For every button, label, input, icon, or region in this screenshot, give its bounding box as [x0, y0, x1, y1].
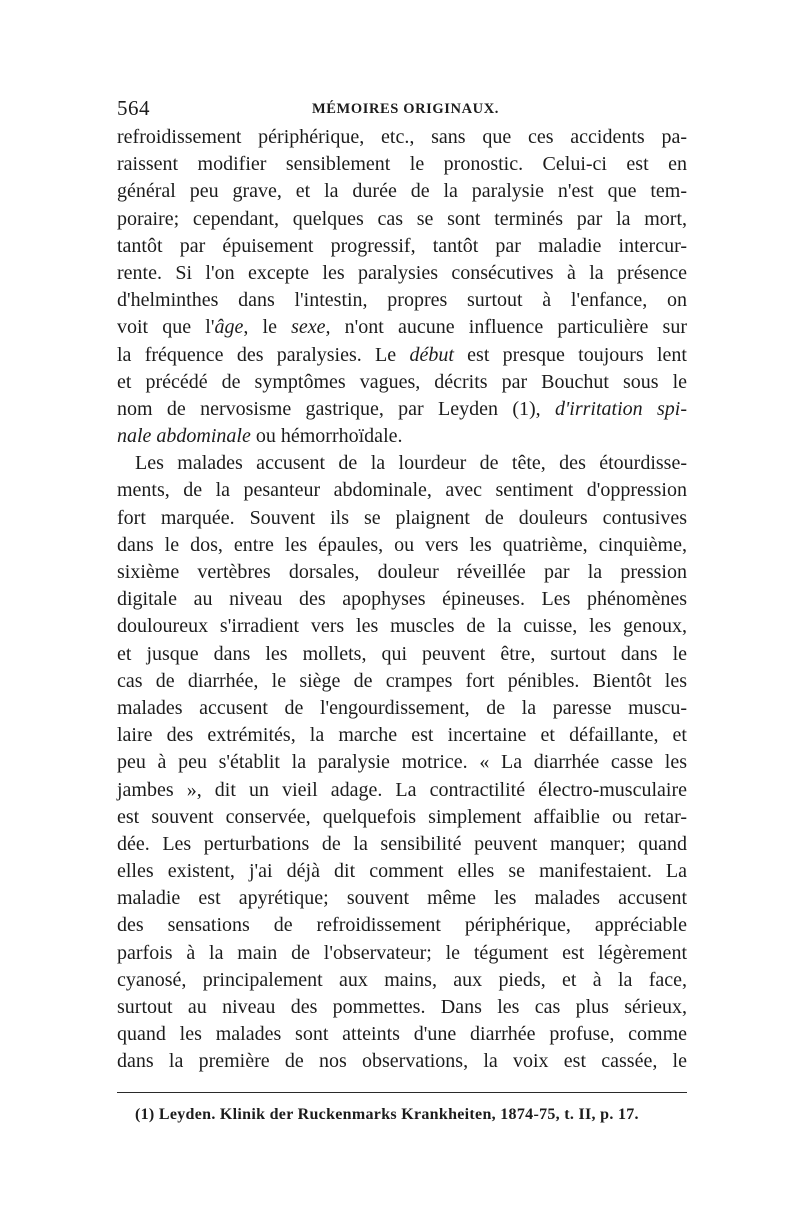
text-line: nale abdominale ou hémorrhoïdale.	[117, 425, 403, 448]
text-line: est souvent conservée, quelquefois simplement affaiblie ou retar-	[117, 805, 687, 828]
text-line: ments, de la pesanteur abdominale, avec sentiment d'oppression	[117, 479, 687, 502]
text-line: quand les malades sont atteints d'une diarrhée profuse, comme	[117, 1023, 687, 1046]
footnote-rule	[117, 1092, 687, 1093]
text-line: rente. Si l'on excepte les paralysies consécutives à la présence	[117, 261, 687, 284]
emphasis-debut: début	[409, 343, 454, 366]
text-line: dée. Les perturbations de la sensibilité peuvent manquer; quand	[117, 832, 687, 855]
text-line: cyanosé, principalement aux mains, aux pieds, et à la face,	[117, 968, 687, 991]
emphasis-age: âge	[214, 316, 244, 339]
running-head: MÉMOIRES ORIGINAUX.	[312, 101, 500, 117]
text-line: fort marquée. Souvent ils se plaignent de douleurs contusives	[117, 506, 687, 529]
text-line: voit que l'âge, le sexe, n'ont aucune influence particulière sur	[117, 316, 687, 339]
text-line: et jusque dans les mollets, qui peuvent être, surtout dans le	[117, 642, 687, 665]
page-number: 564	[117, 96, 150, 120]
emphasis-sexe: sexe,	[291, 316, 331, 339]
text-line: des sensations de refroidissement périphérique, appréciable	[117, 914, 687, 937]
text-line: douloureux s'irradient vers les muscles de la cuisse, les genoux,	[117, 615, 687, 638]
text-line: surtout au niveau des pommettes. Dans les cas plus sérieux,	[117, 996, 687, 1018]
footnote: (1) Leyden. Klinik der Ruckenmarks Krankheiten, 1874-75, t. II, p. 17.	[135, 1106, 639, 1123]
body-text	[117, 124, 687, 1076]
text-line: tantôt par épuisement progressif, tantôt par maladie intercur-	[117, 234, 687, 257]
emphasis-abdominale: nale abdominale	[117, 425, 251, 448]
text-line: raissent modifier sensiblement le pronostic. Celui-ci est en	[117, 153, 687, 176]
text-line: la fréquence des paralysies. Le début est presque toujours lent	[117, 343, 687, 366]
text-line: maladie est apyrétique; souvent même les malades accusent	[117, 887, 687, 910]
text-line: peu à peu s'établit la paralysie motrice. « La diarrhée casse les	[117, 751, 687, 774]
text-line: malades accusent de l'engourdissement, de la paresse muscu-	[117, 696, 687, 719]
text-line: digitale au niveau des apophyses épineuses. Les phénomènes	[117, 588, 687, 611]
text-line: jambes », dit un vieil adage. La contractilité électro-musculaire	[117, 778, 687, 801]
text-line: dans le dos, entre les épaules, ou vers les quatrième, cinquième,	[117, 533, 687, 556]
text-line: nom de nervosisme gastrique, par Leyden (1), d'irritation spi-	[117, 397, 687, 420]
text-line: sixième vertèbres dorsales, douleur réveillée par la pression	[117, 561, 687, 583]
text-line: laire des extrémités, la marche est incertaine et défaillante, et	[117, 724, 687, 747]
text-line: cas de diarrhée, le siège de crampes fort pénibles. Bientôt les	[117, 669, 687, 692]
emphasis-irritation: d'irritation spi-	[555, 397, 687, 420]
text-line: dans la première de nos observations, la voix est cassée, le	[117, 1050, 687, 1073]
paragraph-start: Les malades accusent de la lourdeur de tête, des étourdisse-	[135, 452, 687, 475]
text-line: et précédé de symptômes vagues, décrits par Bouchut sous le	[117, 370, 687, 393]
page-header	[117, 96, 687, 126]
text-line: d'helminthes dans l'intestin, propres surtout à l'enfance, on	[117, 289, 687, 312]
text-line: refroidissement périphérique, etc., sans que ces accidents pa-	[117, 126, 687, 148]
text-line: général peu grave, et la durée de la paralysie n'est que tem-	[117, 180, 687, 203]
text-line: elles existent, j'ai déjà dit comment elles se manifestaient. La	[117, 860, 687, 883]
text-line: poraire; cependant, quelques cas se sont terminés par la mort,	[117, 207, 687, 230]
text-line: parfois à la main de l'observateur; le tégument est légèrement	[117, 941, 687, 964]
